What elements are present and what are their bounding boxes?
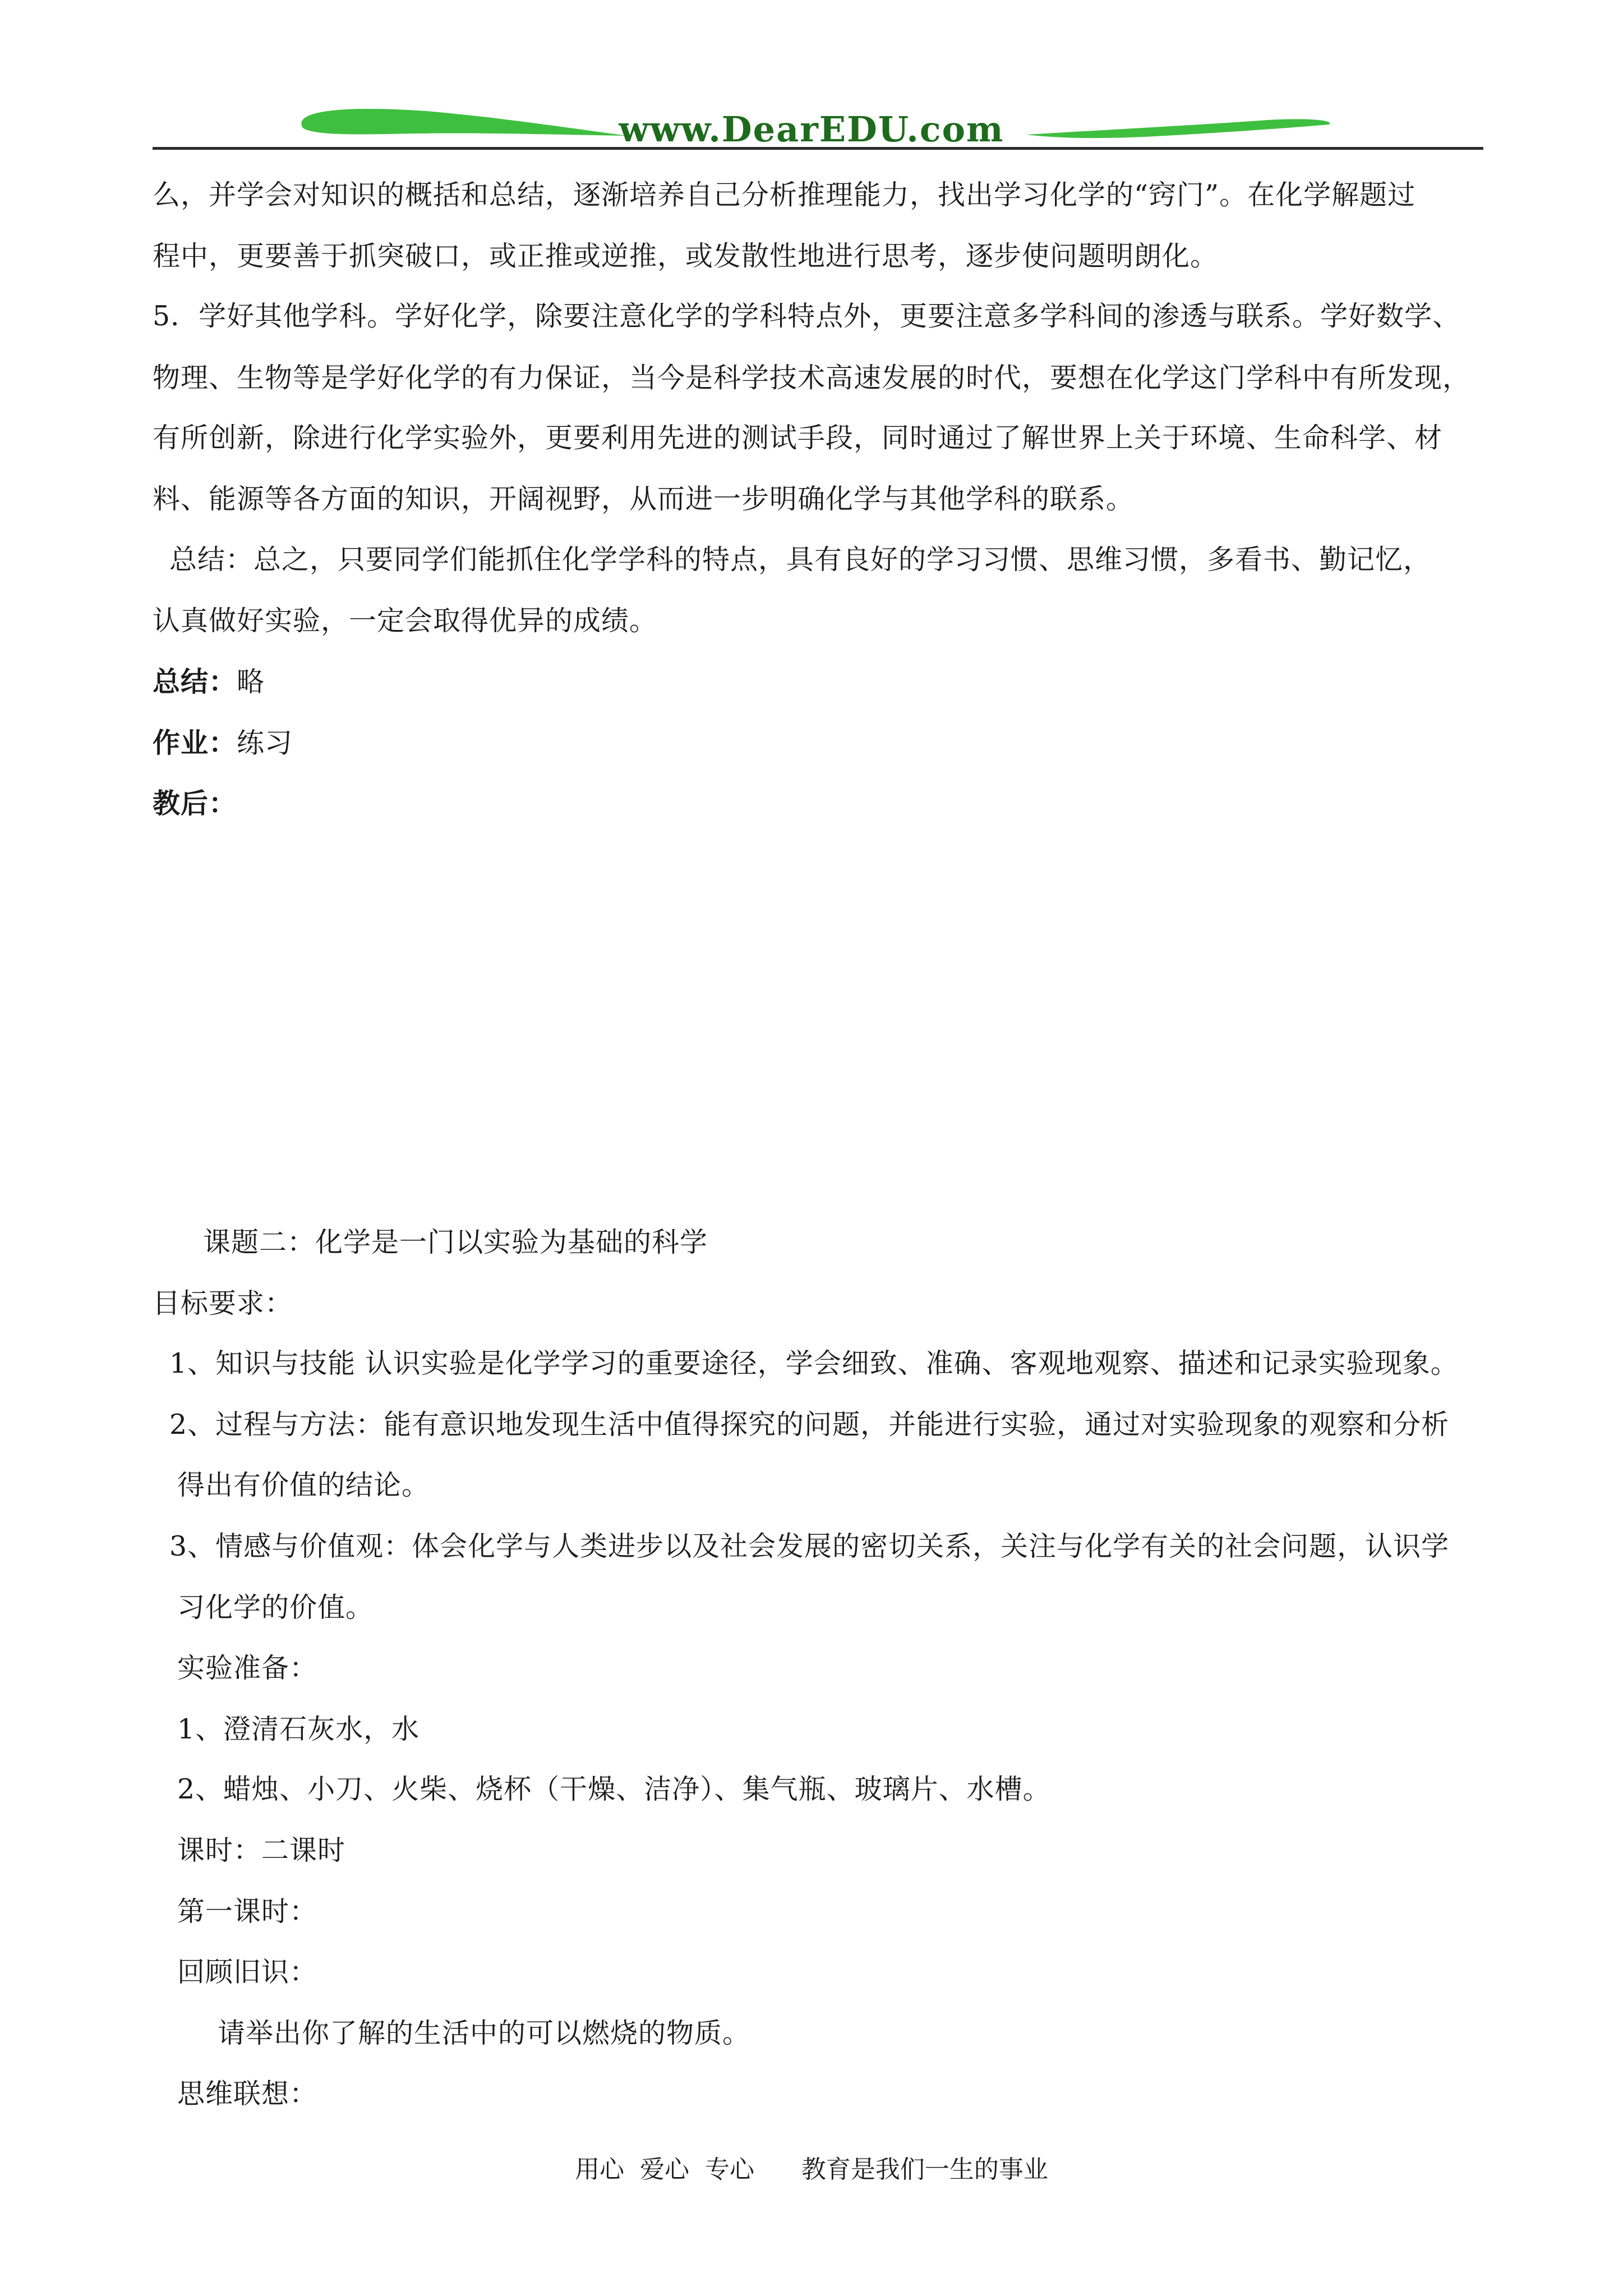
paragraph-line: 得出有价值的结论。 (177, 1469, 430, 1501)
homework-value: 练习 (237, 727, 293, 759)
lesson-title: 课题二：化学是一门以实验为基础的科学 (203, 1226, 708, 1258)
paragraph-line: 2、蜡烛、小刀、火柴、烧杯（干燥、洁净）、集气瓶、玻璃片、水槽。 (177, 1773, 1051, 1805)
summary-value: 略 (237, 666, 265, 698)
logo-swoosh-right (1026, 119, 1330, 138)
paragraph-line: 物理、生物等是学好化学的有力保证，当今是科学技术高速发展的时代，要想在化学这门学科中有所发现， (153, 362, 1471, 394)
homework-line (153, 726, 293, 760)
paragraph-line: 料、能源等各方面的知识，开阔视野，从而进一步明确化学与其他学科的联系。 (153, 483, 1135, 515)
paragraph-line: 请举出你了解的生活中的可以燃烧的物质。 (218, 2017, 751, 2049)
homework-label: 作业： (153, 726, 237, 759)
section-heading: 第一课时： (177, 1895, 318, 1927)
summary-line (153, 665, 265, 699)
summary-label: 总结： (153, 665, 237, 698)
section-heading: 回顾旧识： (177, 1956, 318, 1988)
logo-text: www.DearEDU.com (619, 109, 1004, 150)
paragraph-line: 有所创新，除进行化学实验外，更要利用先进的测试手段，同时通过了解世界上关于环境、生命科学、材 (153, 422, 1443, 454)
paragraph-line: 么，并学会对知识的概括和总结，逐渐培养自己分析推理能力，找出学习化学的“窍门”。在化学解题过 (153, 179, 1416, 211)
paragraph-line: 总结：总之，只要同学们能抓住化学学科的特点，具有良好的学习习惯、思维习惯，多看书、勤记忆， (169, 544, 1432, 576)
paragraph-line: 习化学的价值。 (177, 1591, 374, 1623)
logo-swoosh-left (301, 109, 628, 136)
page-footer: 用心 爱心 专心 教育是我们一生的事业 (575, 2155, 1048, 2184)
paragraph-line: 程中，更要善于抓突破口，或正推或逆推，或发散性地进行思考，逐步使问题明朗化。 (153, 240, 1219, 272)
header-rule (153, 147, 1483, 150)
paragraph-line: 1、知识与技能 认识实验是化学学习的重要途径，学会细致、准确、客观地观察、描述和记录实验现象。 (169, 1347, 1459, 1379)
paragraph-line: 1、澄清石灰水，水 (177, 1713, 420, 1745)
section-heading: 目标要求： (153, 1287, 293, 1319)
paragraph-line: 2、过程与方法：能有意识地发现生活中值得探究的问题，并能进行实验，通过对实验现象的观察和分析 (169, 1409, 1450, 1441)
paragraph-line: 课时：二课时 (177, 1834, 346, 1866)
after-class-line (153, 786, 237, 821)
after-class-label: 教后： (153, 787, 237, 820)
paragraph-line: 5．学好其他学科。学好化学，除要注意化学的学科特点外，更要注意多学科间的渗透与联系。学好数学、 (153, 300, 1461, 332)
section-heading: 思维联想： (177, 2078, 318, 2110)
section-heading: 实验准备： (177, 1652, 318, 1684)
paragraph-line: 3、情感与价值观：体会化学与人类进步以及社会发展的密切关系，关注与化学有关的社会问题，认识学 (169, 1530, 1450, 1562)
paragraph-line: 认真做好实验，一定会取得优异的成绩。 (153, 605, 658, 637)
header-logo (0, 0, 1623, 163)
